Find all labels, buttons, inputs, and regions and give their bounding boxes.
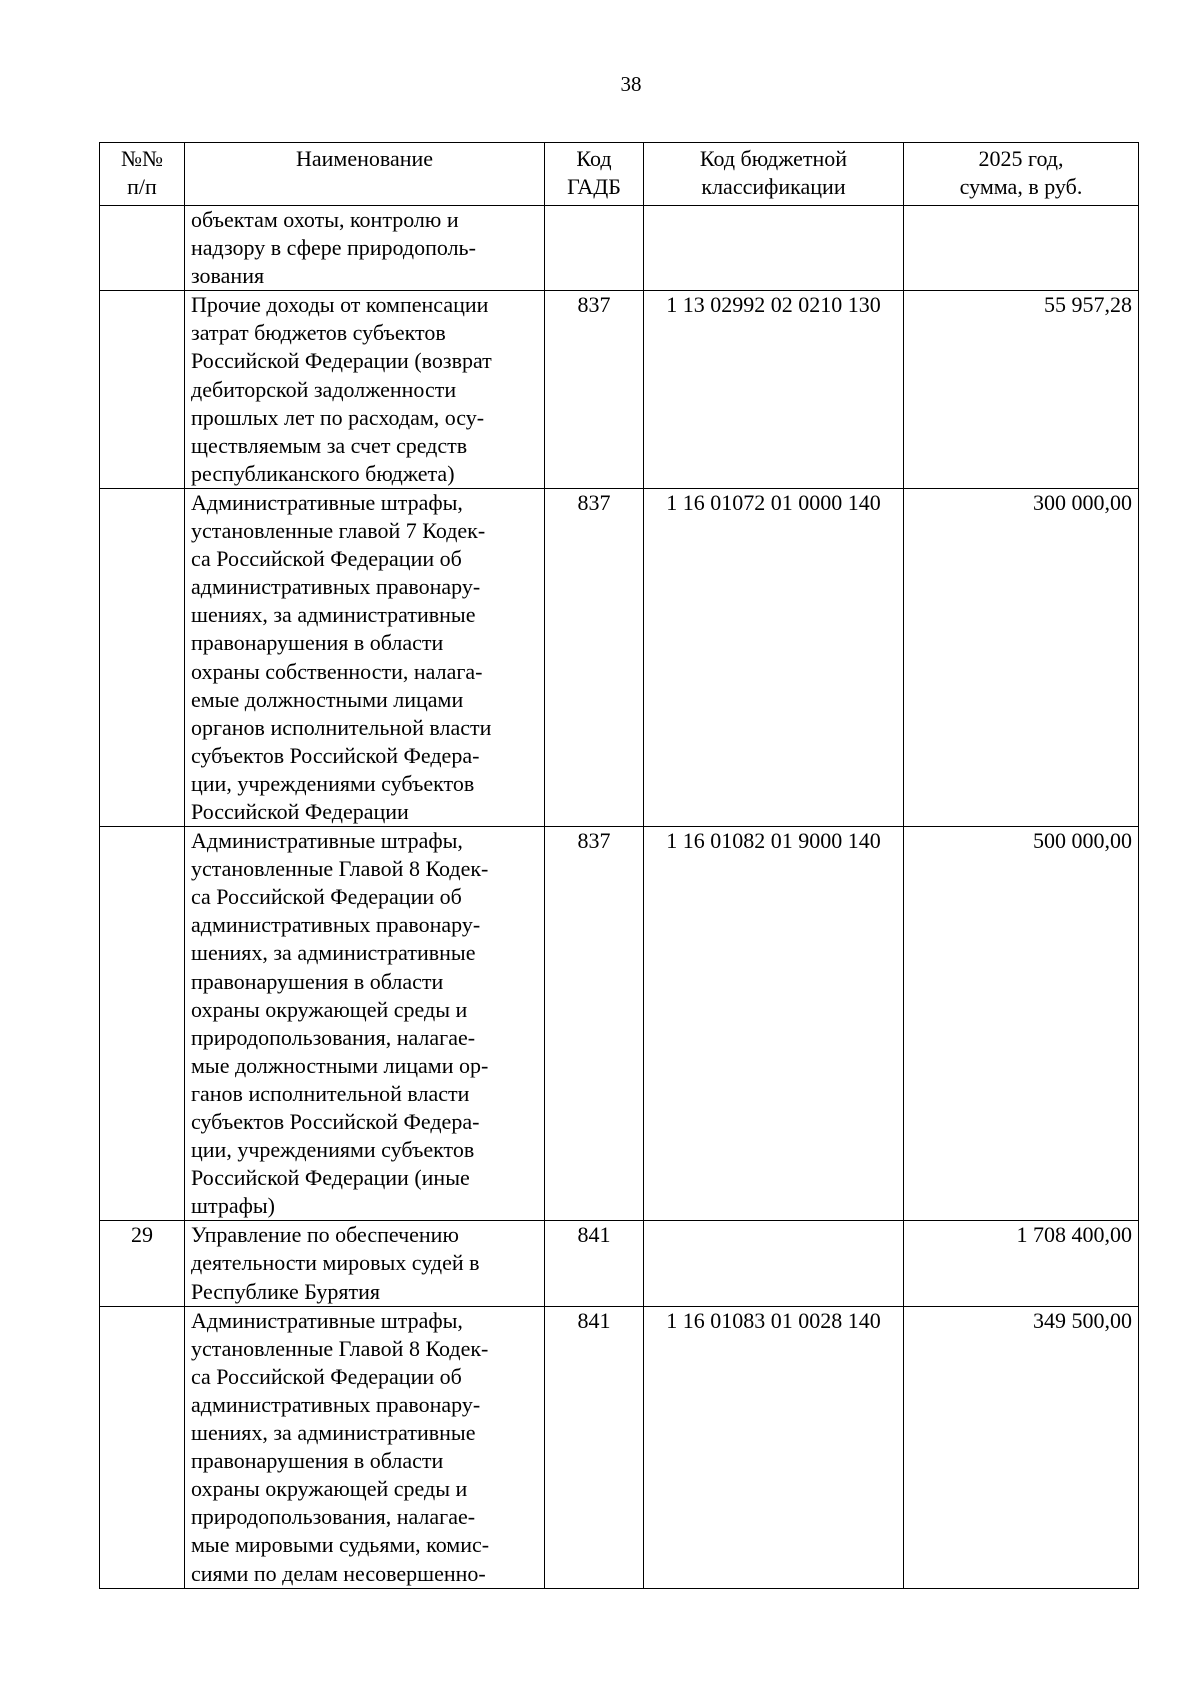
- row-name-line: объектам охоты, контролю и: [191, 207, 459, 232]
- row-name-line: деятельности мировых судей в: [191, 1250, 480, 1276]
- row-name-line: емые должностными лицами: [191, 686, 464, 712]
- header-name: [185, 143, 545, 206]
- row-name-line: природопользования, налагае-: [191, 1504, 476, 1530]
- table-row: [100, 827, 1139, 1221]
- row-kbk-cell: 1 16 01083 01 0028 140: [644, 1306, 904, 1588]
- row-name-line: са Российской Федерации об: [191, 546, 462, 572]
- row-name-cell: [185, 1221, 545, 1306]
- row-gadb-cell: 841: [545, 1306, 644, 1588]
- row-number-cell: [100, 827, 185, 1221]
- row-name-line: Прочие доходы от компенсации: [191, 292, 489, 318]
- table-row: [100, 206, 1139, 291]
- row-sum-cell: [904, 206, 1139, 291]
- header-gadb-line-1: Код: [576, 146, 612, 171]
- row-sum-cell: 55 957,28: [904, 291, 1139, 489]
- table-body: [100, 206, 1139, 1589]
- row-kbk-cell: [644, 206, 904, 291]
- row-gadb-cell: 841: [545, 1221, 644, 1306]
- row-gadb-cell: [545, 206, 644, 291]
- row-gadb-cell: 837: [545, 827, 644, 1221]
- row-name-line: ции, учреждениями субъектов: [191, 1137, 475, 1163]
- row-number-cell: 29: [100, 1221, 185, 1306]
- header-gadb-line-2: ГАДБ: [567, 174, 621, 199]
- page-number: 38: [620, 72, 642, 96]
- row-kbk-cell: [644, 1221, 904, 1306]
- row-name-cell: [185, 488, 545, 826]
- row-name-line: правонарушения в области: [191, 1448, 444, 1474]
- header-kbk-line-1: Код бюджетной: [699, 146, 848, 171]
- row-name-line: охраны собственности, налага-: [191, 658, 483, 684]
- budget-table: [99, 142, 1139, 1589]
- row-name-line: Республике Бурятия: [191, 1278, 381, 1304]
- row-name-line: административных правонару-: [191, 574, 481, 600]
- row-name-line: правонарушения в области: [191, 968, 444, 994]
- row-name-line: шениях, за административные: [191, 1420, 476, 1446]
- row-name-line: са Российской Федерации об: [191, 884, 462, 910]
- row-name-line: административных правонару-: [191, 1391, 481, 1417]
- row-name-line: надзору в сфере природополь-: [191, 235, 476, 261]
- row-gadb-cell: 837: [545, 291, 644, 489]
- row-name-line: административных правонару-: [191, 912, 481, 938]
- table-header-row: [100, 143, 1139, 206]
- row-name-line: Административные штрафы,: [191, 489, 463, 515]
- row-name-line: мые мировыми судьями, комис-: [191, 1532, 490, 1558]
- row-name-line: дебиторской задолженности: [191, 376, 457, 402]
- row-name-line: шениях, за административные: [191, 602, 476, 628]
- row-name-line: Российской Федерации: [191, 798, 409, 824]
- header-kbk-line-2: классификации: [701, 174, 846, 199]
- row-number-cell: [100, 206, 185, 291]
- header-num: [100, 143, 185, 206]
- row-kbk-cell: 1 13 02992 02 0210 130: [644, 291, 904, 489]
- row-name-line: са Российской Федерации об: [191, 1363, 462, 1389]
- header-sum-line-1: 2025 год,: [978, 146, 1064, 171]
- row-name-line: Управление по обеспечению: [191, 1222, 459, 1248]
- row-number-cell: [100, 488, 185, 826]
- table-row: [100, 291, 1139, 489]
- row-name-cell: [185, 827, 545, 1221]
- row-name-line: затрат бюджетов субъектов: [191, 320, 446, 346]
- row-name-line: Российской Федерации (возврат: [191, 348, 492, 374]
- row-name-line: установленные Главой 8 Кодек-: [191, 1335, 489, 1361]
- row-name-cell: [185, 1306, 545, 1588]
- row-sum-cell: 1 708 400,00: [904, 1221, 1139, 1306]
- row-name-line: республиканского бюджета): [191, 460, 455, 486]
- row-sum-cell: 349 500,00: [904, 1306, 1139, 1588]
- row-name-line: установленные главой 7 Кодек-: [191, 518, 486, 544]
- row-sum-cell: 300 000,00: [904, 488, 1139, 826]
- row-name-line: Российской Федерации (иные: [191, 1165, 470, 1191]
- row-name-line: ганов исполнительной власти: [191, 1080, 470, 1106]
- row-name-line: мые должностными лицами ор-: [191, 1052, 489, 1078]
- row-name-cell: [185, 206, 545, 291]
- header-num-line-2: п/п: [127, 174, 157, 199]
- header-num-line-1: №№: [121, 146, 163, 171]
- row-name-line: зования: [191, 263, 265, 289]
- row-name-line: сиями по делам несовершенно-: [191, 1560, 486, 1586]
- header-name-line-1: Наименование: [295, 146, 434, 171]
- row-name-line: субъектов Российской Федера-: [191, 742, 480, 768]
- row-name-cell: [185, 291, 545, 489]
- row-name-line: шениях, за административные: [191, 940, 476, 966]
- row-name-line: охраны окружающей среды и: [191, 1476, 468, 1502]
- row-gadb-cell: 837: [545, 488, 644, 826]
- row-number-cell: [100, 1306, 185, 1588]
- row-name-line: Административные штрафы,: [191, 1307, 463, 1333]
- header-kbk: [644, 143, 904, 206]
- table-row: [100, 1306, 1139, 1588]
- row-name-line: Административные штрафы,: [191, 828, 463, 854]
- row-name-line: природопользования, налагае-: [191, 1024, 476, 1050]
- row-sum-cell: 500 000,00: [904, 827, 1139, 1221]
- row-name-line: органов исполнительной власти: [191, 714, 492, 740]
- row-name-line: установленные Главой 8 Кодек-: [191, 856, 489, 882]
- row-kbk-cell: 1 16 01072 01 0000 140: [644, 488, 904, 826]
- row-name-line: ции, учреждениями субъектов: [191, 770, 475, 796]
- row-name-line: охраны окружающей среды и: [191, 996, 468, 1022]
- header-gadb: [545, 143, 644, 206]
- row-name-line: правонарушения в области: [191, 630, 444, 656]
- header-sum-line-2: сумма, в руб.: [959, 174, 1083, 199]
- row-name-line: ществляемым за счет средств: [191, 432, 468, 458]
- row-number-cell: [100, 291, 185, 489]
- table-row: [100, 1221, 1139, 1306]
- row-name-line: прошлых лет по расходам, осу-: [191, 404, 485, 430]
- row-name-line: субъектов Российской Федера-: [191, 1109, 480, 1134]
- row-name-line: штрафы): [191, 1193, 275, 1219]
- header-sum: [904, 143, 1139, 206]
- table-row: [100, 488, 1139, 826]
- row-kbk-cell: 1 16 01082 01 9000 140: [644, 827, 904, 1221]
